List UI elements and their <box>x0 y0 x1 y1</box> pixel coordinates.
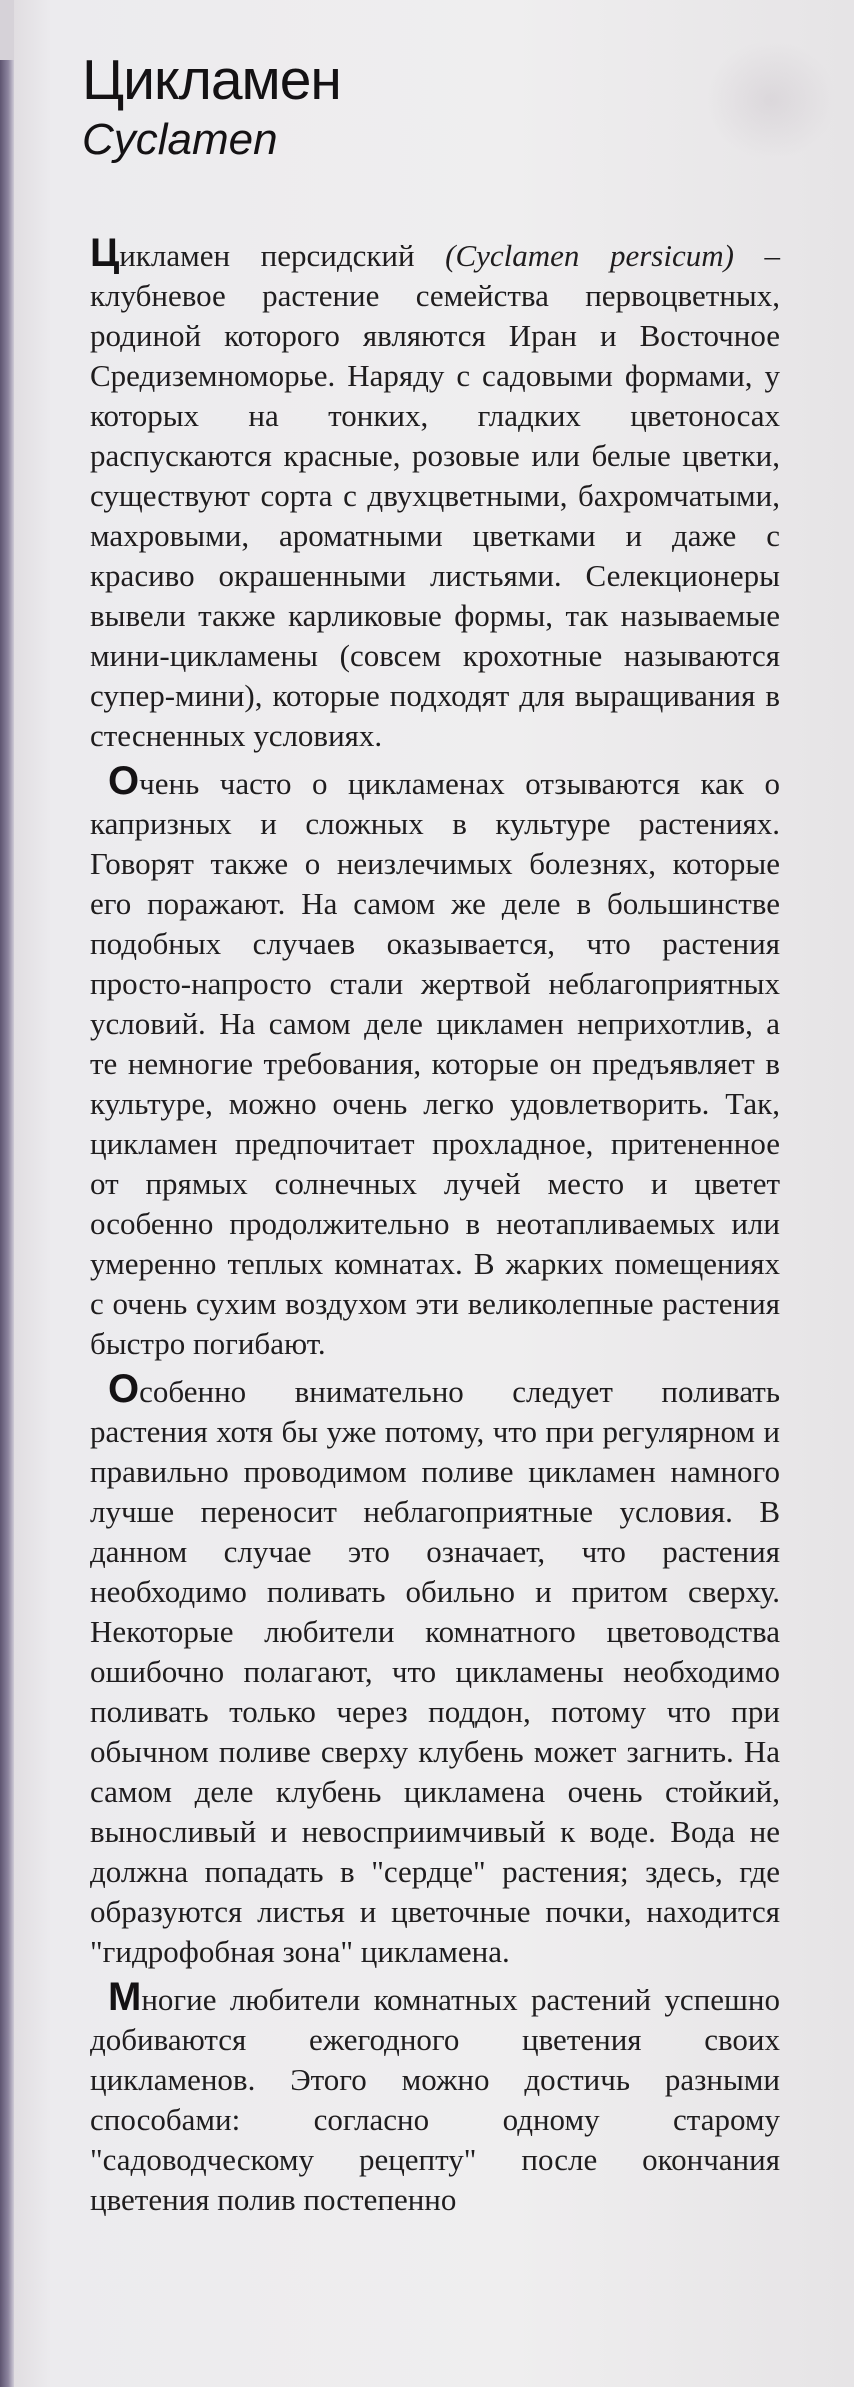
paragraph-3-text: собенно внимательно следует поливать растения хотя бы уже потому, что при регулярном и правильно проводимом поливе цикламен намного лучше переносит неблагоприятные условия. В данном случае это означает, что растения необходимо поливать обильно и притом сверху. Некоторые любители комнатного цветоводства ошибочно полагают, что цикламены необходимо поливать только через поддон, потому что при обычном поливе сверху клубень может загнить. На самом деле клубень цикламена очень стойкий, выносливый и невосприимчивый к воде. Вода не должна попадать в "сердце" растения; здесь, где образуются листья и цветочные почки, находится "гидрофобная зона" цикламена. <box>90 1374 780 1969</box>
dropcap-4: М <box>108 1975 142 2019</box>
dropcap-2: О <box>108 759 140 803</box>
paragraph-4 <box>90 1975 780 2220</box>
book-spine-edge <box>0 60 14 2387</box>
article-body <box>90 231 781 2228</box>
dropcap-3: О <box>108 1367 140 1411</box>
paragraph-1-text-start: икламен персидский <box>119 238 446 273</box>
page-edge-top <box>0 0 14 60</box>
latin-subtitle: Cyclamen <box>82 115 278 164</box>
paragraph-1-text-end: – клубневое растение семейства первоцветных, родиной которого являются Иран и Восточное Средиземноморье. Наряду с садовыми формами, у которых на тонких, гладких цветоносах распускаются красные, розовые или белые цветки, существуют сорта с двухцветными, бахромчатыми, махровыми, ароматными цветками и даже с красиво окрашенными листьями. Селекционеры вывели также карликовые формы, так называемые мини-цикламены (совсем крохотные называются супер-мини), которые подходят для выращивания в стесненных условиях. <box>90 238 781 753</box>
paragraph-1 <box>90 231 781 756</box>
paragraph-4-text: ногие любители комнатных растений успешно добиваются ежегодного цветения своих цикламенов. Этого можно достичь разными способами: согласно одному старому "садоводческому рецепту" после окончания цветения полив постепенно <box>90 1982 780 2217</box>
article-header <box>82 48 341 166</box>
paragraph-2-text: чень часто о цикламенах отзываются как о капризных и сложных в культуре растениях. Говорят также о неизлечимых болезнях, которые его поражают. На самом же деле в большинстве подобных случаев оказывается, что растения просто-напросто стали жертвой неблагоприятных условий. На самом деле цикламен неприхотлив, а те немногие требования, которые он предъявляет в культуре, можно очень легко удовлетворить. Так, цикламен предпочитает прохладное, притененное от прямых солнечных лучей место и цветет особенно продолжительно в неотапливаемых или умеренно теплых комнатах. В жарких помещениях с очень сухим воздухом эти великолепные растения быстро погибают. <box>90 766 780 1361</box>
paragraph-3 <box>90 1367 780 1972</box>
paragraph-2 <box>90 759 780 1364</box>
page-title: Цикламен <box>82 48 341 112</box>
bleed-through-shadow <box>706 40 836 160</box>
latin-species-name: (Cyclamen persicum) <box>445 238 734 273</box>
dropcap-1: Ц <box>90 231 120 275</box>
